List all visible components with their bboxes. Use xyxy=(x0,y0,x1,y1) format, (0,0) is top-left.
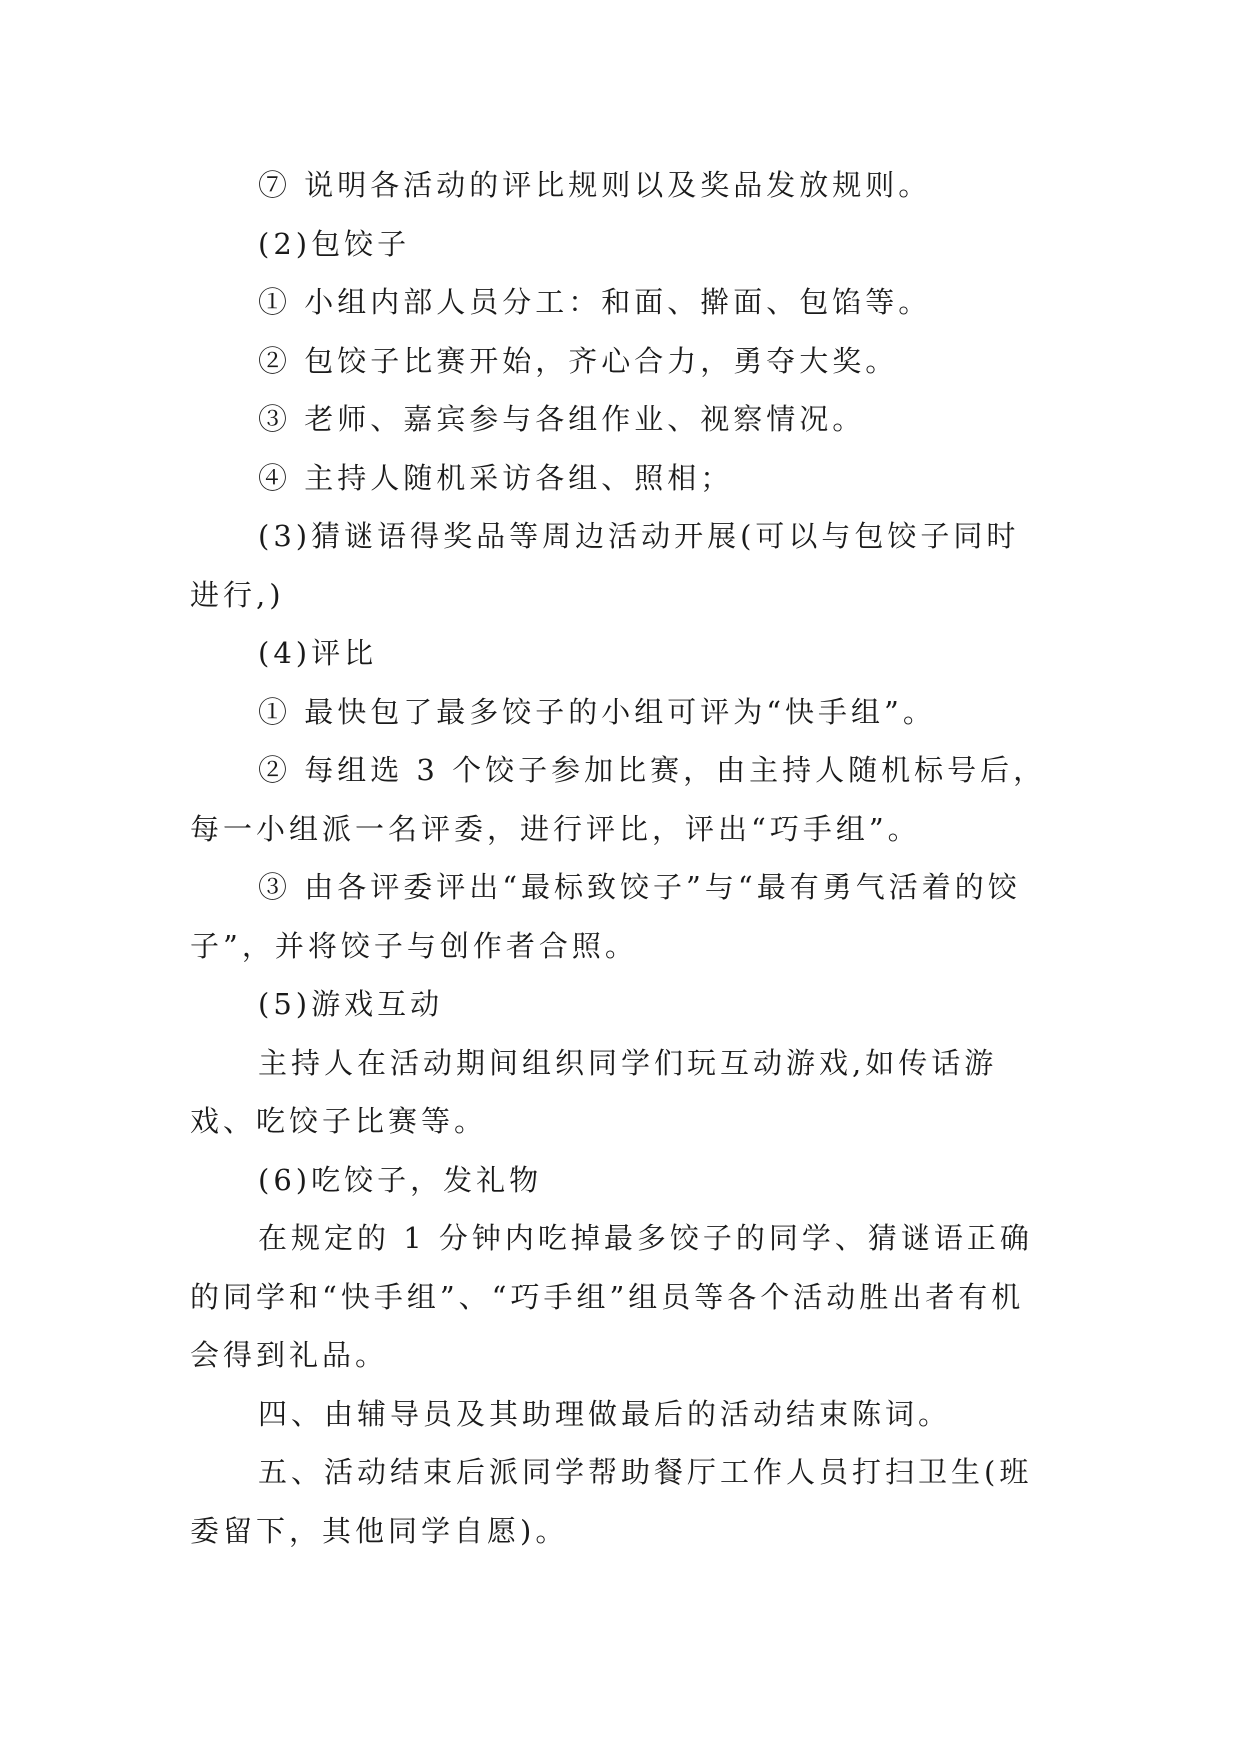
rule-explanation-item: ⑦ 说明各活动的评比规则以及奖品发放规则。 xyxy=(258,168,932,202)
section-heading-riddles: (3)猜谜语得奖品等周边活动开展(可以与包饺子同时进行,) xyxy=(190,519,1020,612)
list-item: ③ 老师、嘉宾参与各组作业、视察情况。 xyxy=(258,402,866,436)
body-paragraph: 主持人在活动期间组织同学们玩互动游戏,如传话游戏、吃饺子比赛等。 xyxy=(190,1045,998,1138)
list-item: ① 最快包了最多饺子的小组可评为“快手组”。 xyxy=(258,694,936,729)
body-paragraph: 五、活动结束后派同学帮助餐厅工作人员打扫卫生(班委留下，其他同学自愿)。 xyxy=(190,1455,1033,1548)
body-paragraph: 在规定的 1 分钟内吃掉最多饺子的同学、猜谜语正确的同学和“快手组”、“巧手组”组员等各个活动胜出者有机会得到礼品。 xyxy=(190,1221,1033,1372)
list-item: ② 包饺子比赛开始，齐心合力，勇夺大奖。 xyxy=(258,343,899,378)
list-item: ② 每组选 3 个饺子参加比赛，由主持人随机标号后，每一小组派一名评委，进行评比，评出“巧手组”。 xyxy=(190,753,1047,846)
section-heading-dumplings: (2)包饺子 xyxy=(258,226,411,261)
document-body xyxy=(190,156,1052,1560)
section-heading-judging: (4)评比 xyxy=(258,636,378,670)
list-item: ④ 主持人随机采访各组、照相； xyxy=(258,460,734,495)
section-heading-prizes: (6)吃饺子，发礼物 xyxy=(258,1162,543,1197)
body-paragraph: 四、由辅导员及其助理做最后的活动结束陈词。 xyxy=(258,1396,952,1431)
section-heading-games: (5)游戏互动 xyxy=(258,987,444,1021)
list-item: ③ 由各评委评出“最标致饺子”与“最有勇气活着的饺子”，并将饺子与创作者合照。 xyxy=(190,870,1021,963)
list-item: ① 小组内部人员分工：和面、擀面、包馅等。 xyxy=(258,285,932,319)
